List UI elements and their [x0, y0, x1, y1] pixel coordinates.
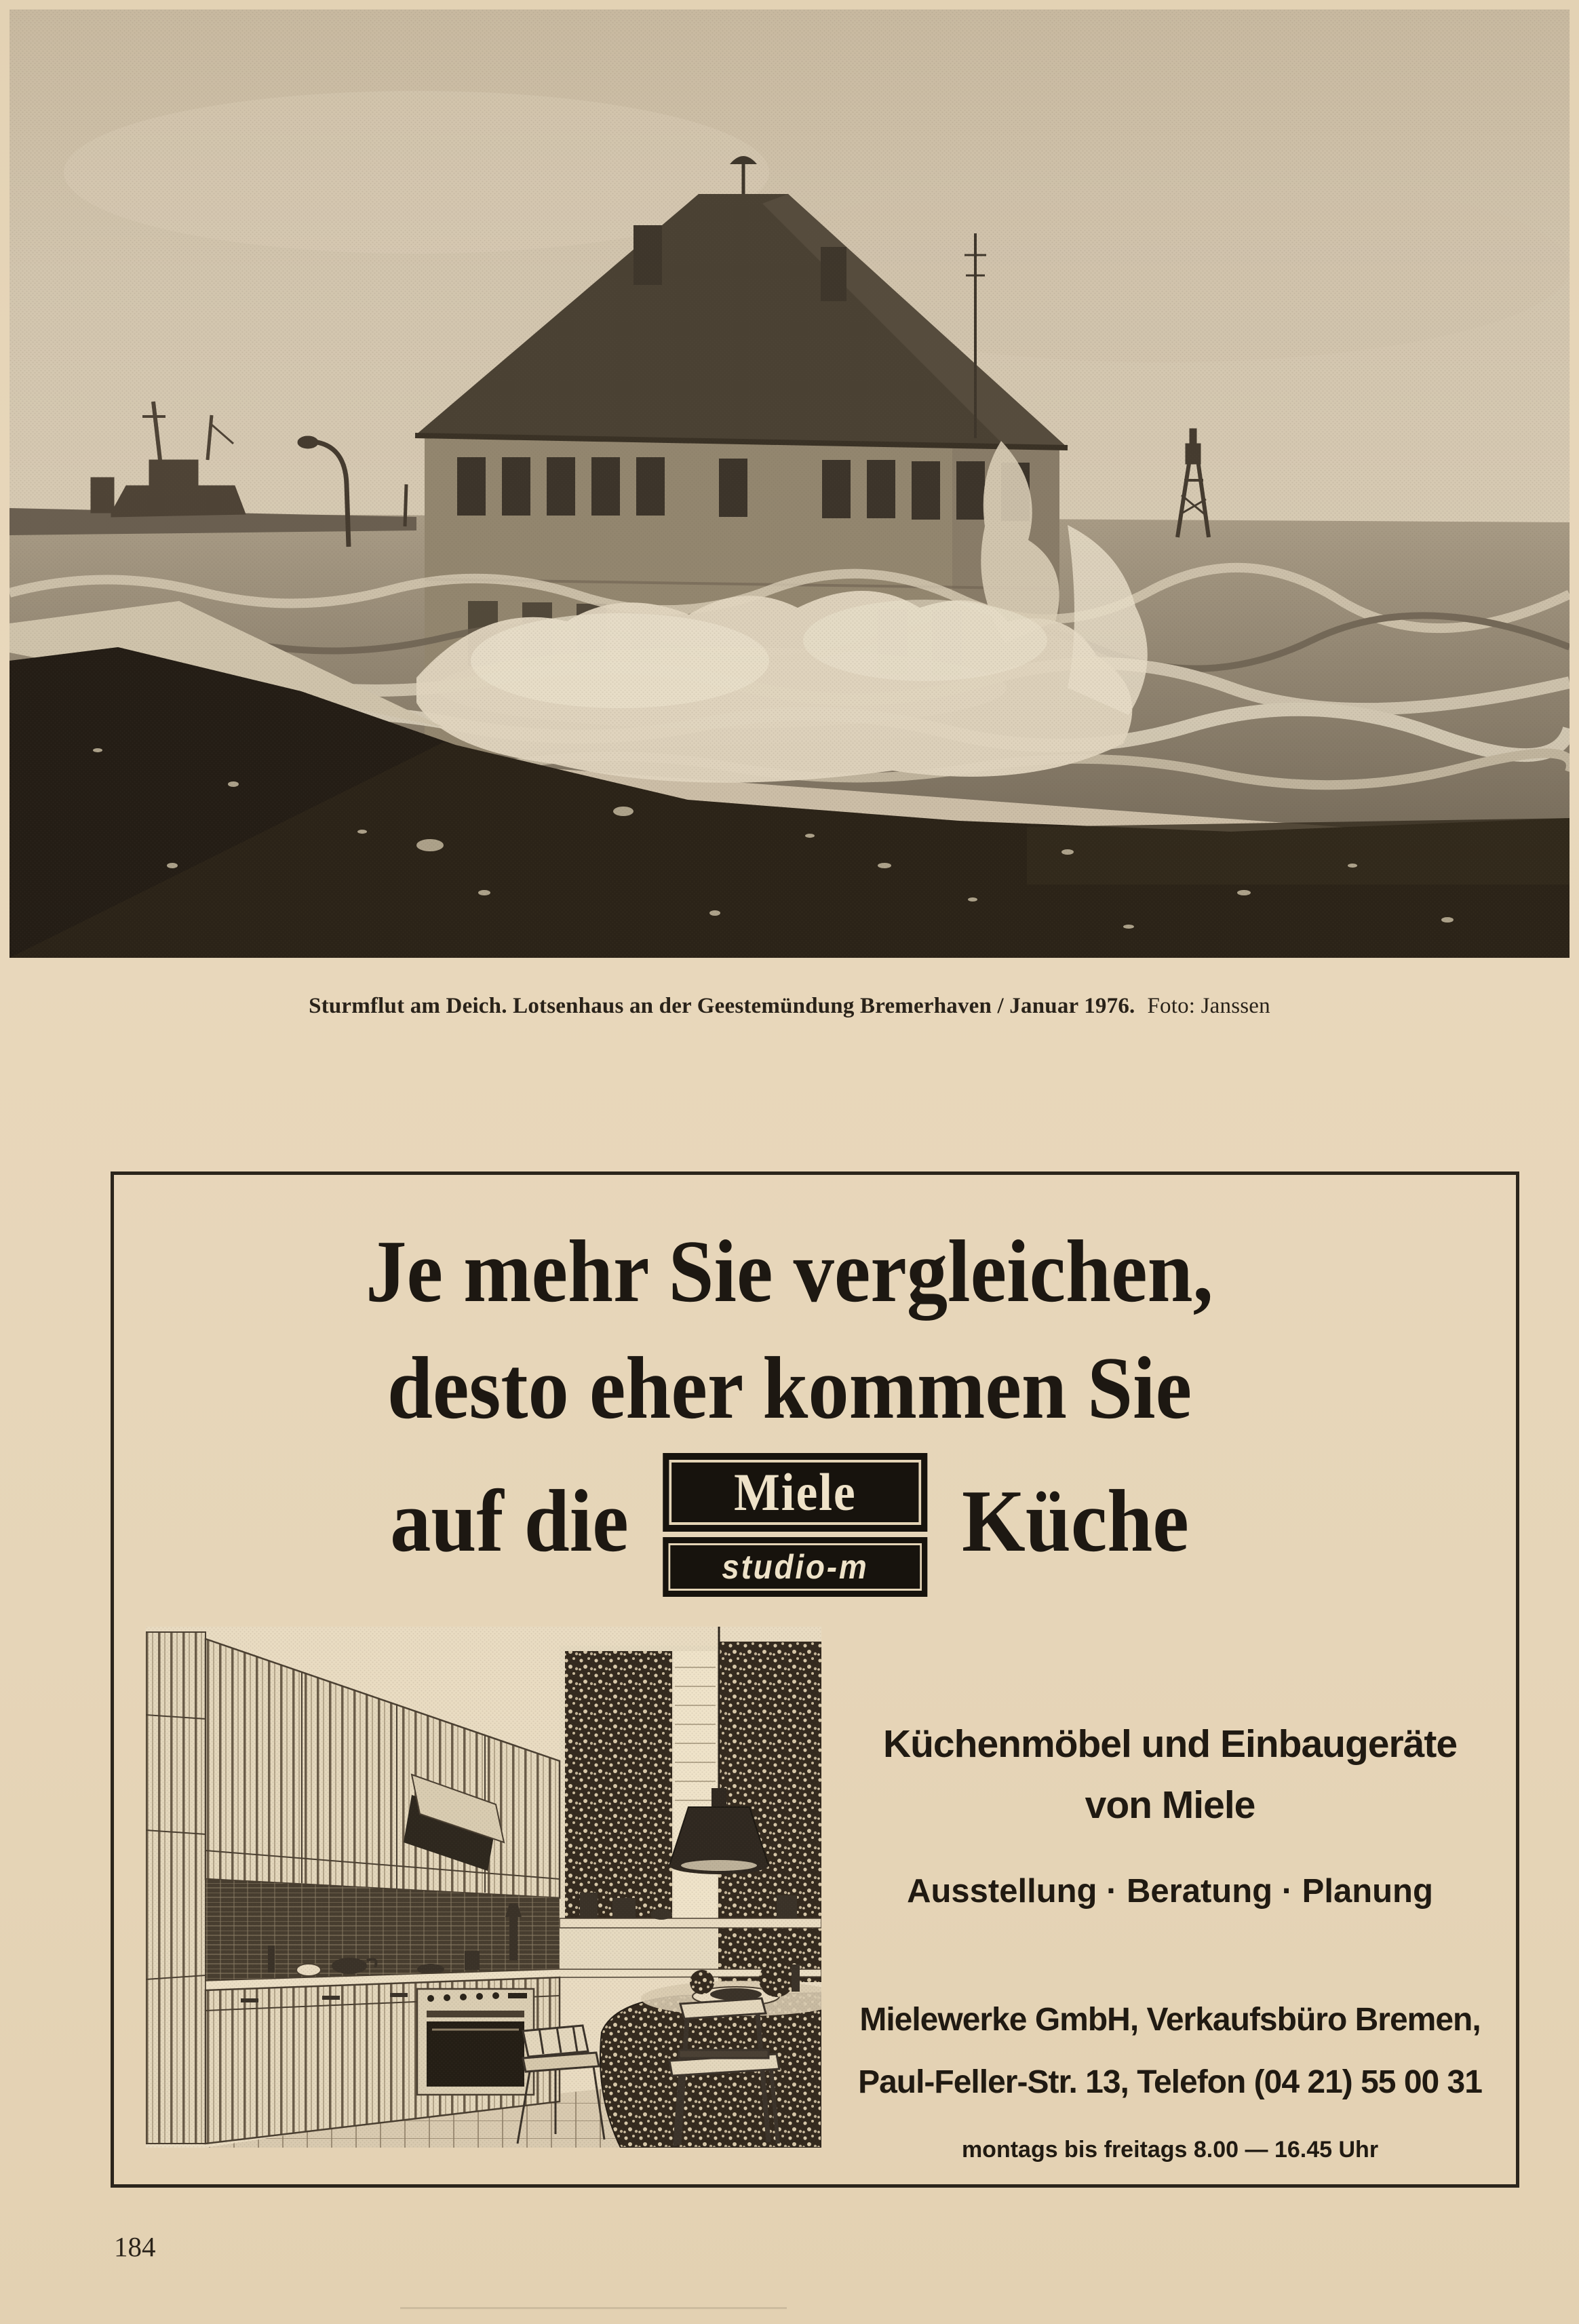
miele-logo [663, 1453, 927, 1597]
ad-address-line2: Paul-Feller-Str. 13, Telefon (04 21) 55 00 31 [858, 2064, 1482, 2100]
kitchen-halftone-overlay [146, 1627, 821, 2148]
ad-headline-line1: Je mehr Sie vergleichen, [366, 1222, 1213, 1321]
ad-headline-line3 [63, 1452, 1516, 1598]
miele-logo-brand: Miele [669, 1460, 922, 1525]
ad-headline-line2: desto eher kommen Sie [387, 1339, 1192, 1437]
ad-services: Ausstellung · Beratung · Planung [907, 1873, 1433, 1910]
scan-artifact-line [400, 2307, 787, 2309]
miele-logo-studio: studio-m [669, 1543, 922, 1591]
page-number: 184 [114, 2231, 156, 2262]
storm-flood-photo [9, 9, 1570, 958]
kitchen-illustration [146, 1627, 821, 2148]
ad-subhead-line2: von Miele [1085, 1783, 1255, 1827]
headline-line3-before: auf die [390, 1471, 629, 1570]
photo-caption [0, 992, 1579, 1020]
halftone-overlay [9, 9, 1570, 958]
ad-subhead-line1: Küchenmöbel und Einbaugeräte [882, 1722, 1458, 1766]
ad-address-line1: Mielewerke GmbH, Verkaufsbüro Bremen, [859, 2002, 1481, 2038]
ad-hours: montags bis freitags 8.00 — 16.45 Uhr [961, 2137, 1379, 2163]
headline-line3-after: Küche [962, 1471, 1189, 1570]
caption-credit: Foto: Janssen [1147, 994, 1270, 1018]
miele-logo-studio-box [663, 1537, 927, 1597]
miele-logo-brand-box [663, 1453, 927, 1532]
caption-text: Sturmflut am Deich. Lotsenhaus an der Geestemündung Bremerhaven / Januar 1976. [309, 994, 1135, 1018]
kitchen-photo [146, 1627, 821, 2148]
storm-photo-illustration [9, 9, 1570, 958]
